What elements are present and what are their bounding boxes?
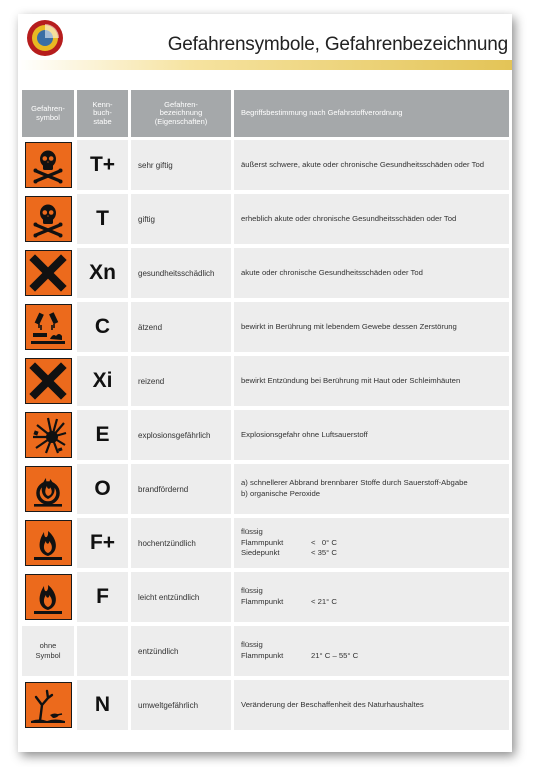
page-title: Gefahrensymbole, Gefahrenbezeichnung: [167, 34, 508, 55]
hazard-property: sehr giftig: [131, 140, 231, 190]
hazard-code: T: [77, 194, 128, 244]
hazard-symbol: [22, 356, 74, 406]
flame-over-circle-icon: [25, 466, 72, 512]
table-body: [22, 140, 509, 730]
definition-line: [241, 430, 368, 441]
definition-line: [241, 527, 337, 538]
hazard-table: [22, 90, 509, 734]
definition-line: [241, 214, 456, 225]
explosion-icon: [25, 412, 72, 458]
hazard-property: hochentzündlich: [131, 518, 231, 568]
hazard-definition: [234, 248, 509, 298]
definition-text: erheblich akute oder chronische Gesundheitsschäden oder Tod: [241, 213, 457, 223]
hazard-symbol: [22, 194, 74, 244]
definition-value: 21° C – 55° C: [311, 651, 359, 660]
definition-line: [241, 640, 358, 651]
table-row: [22, 464, 509, 514]
cross-icon: [25, 250, 72, 296]
hazard-property: brandfördernd: [131, 464, 231, 514]
header-code: Kenn- buch- stabe: [77, 90, 128, 137]
table-header: [22, 90, 509, 137]
hazard-property: giftig: [131, 194, 231, 244]
hazard-code: N: [77, 680, 128, 730]
dead-tree-icon: [25, 682, 72, 728]
definition-text: flüssig: [241, 526, 263, 536]
hazard-definition: [234, 572, 509, 622]
definition-line: [241, 160, 484, 171]
definition-text: Flammpunkt: [241, 651, 284, 660]
title-rule: [18, 60, 512, 70]
flame-icon: [25, 574, 72, 620]
hazard-property: leicht entzündlich: [131, 572, 231, 622]
definition-text: bewirkt Entzündung bei Berührung mit Haut oder Schleimhäuten: [241, 375, 461, 385]
hazard-definition: [234, 194, 509, 244]
hazard-symbol: [22, 140, 74, 190]
definition-line: [241, 548, 337, 559]
definition-text: bewirkt in Berührung mit lebendem Gewebe dessen Zerstörung: [241, 321, 457, 331]
hazard-property: reizend: [131, 356, 231, 406]
hazard-definition: [234, 680, 509, 730]
definition-text: b) organische Peroxide: [241, 489, 321, 498]
table-row: [22, 680, 509, 730]
definition-text: Flammpunkt: [241, 537, 284, 547]
definition-line: [241, 538, 337, 549]
hazard-definition: [234, 410, 509, 460]
hazard-code: F: [77, 572, 128, 622]
definition-text: a) schnellerer Abbrand brennbarer Stoffe durch Sauerstoff-Abgabe: [241, 478, 468, 488]
definition-line: [241, 586, 337, 597]
hazard-symbol: [22, 680, 74, 730]
hazard-symbol: [22, 410, 74, 460]
hazard-definition: [234, 302, 509, 352]
brand-logo-icon: [25, 18, 65, 58]
corrosion-icon: [25, 304, 72, 350]
table-row: [22, 410, 509, 460]
hazard-definition: [234, 518, 509, 568]
hazard-definition: [234, 626, 509, 676]
hazard-code: Xi: [77, 356, 128, 406]
hazard-code: T+: [77, 140, 128, 190]
table-row: [22, 356, 509, 406]
datasheet-page: [18, 14, 512, 752]
table-row: [22, 518, 509, 568]
hazard-definition: [234, 140, 509, 190]
table-row: [22, 302, 509, 352]
definition-line: [241, 651, 358, 662]
definition-text: akute oder chronische Gesundheitsschäden oder Tod: [241, 267, 423, 277]
hazard-code: F+: [77, 518, 128, 568]
table-row: [22, 626, 509, 676]
hazard-property: gesundheitsschädlich: [131, 248, 231, 298]
definition-value: < 35° C: [311, 548, 337, 558]
definition-text: flüssig: [241, 640, 263, 650]
header-symbol: Gefahren- symbol: [22, 90, 74, 137]
table-row: [22, 194, 509, 244]
definition-line: [241, 376, 460, 387]
definition-text: Siedepunkt: [241, 548, 280, 558]
hazard-code: C: [77, 302, 128, 352]
hazard-property: explosionsgefährlich: [131, 410, 231, 460]
hazard-code: E: [77, 410, 128, 460]
definition-text: äußerst schwere, akute oder chronische Gesundheitsschäden oder Tod: [241, 159, 485, 169]
hazard-symbol: [22, 464, 74, 514]
hazard-property: entzündlich: [131, 626, 231, 676]
hazard-symbol: [22, 248, 74, 298]
hazard-symbol: [22, 302, 74, 352]
hazard-property: umweltgefährlich: [131, 680, 231, 730]
header-definition: Begriffsbestimmung nach Gefahrstoffverordnung: [234, 90, 509, 137]
table-row: [22, 572, 509, 622]
definition-line: [241, 700, 424, 711]
definition-line: [241, 489, 468, 500]
cross-icon: [25, 358, 72, 404]
header-property: Gefahren- bezeichnung (Eigenschaften): [131, 90, 231, 137]
hazard-definition: [234, 356, 509, 406]
flame-icon: [25, 520, 72, 566]
definition-value: < 0° C: [311, 537, 337, 547]
skull-icon: [25, 142, 72, 188]
definition-line: [241, 322, 457, 333]
definition-text: flüssig: [241, 586, 263, 596]
table-row: [22, 248, 509, 298]
definition-text: Explosionsgefahr ohne Luftsauerstoff: [241, 429, 368, 439]
definition-text: Flammpunkt: [241, 597, 284, 606]
skull-icon: [25, 196, 72, 242]
no-symbol-label: ohne Symbol: [22, 626, 74, 676]
hazard-definition: [234, 464, 509, 514]
definition-line: [241, 268, 423, 279]
title-bar: [18, 14, 512, 72]
hazard-property: ätzend: [131, 302, 231, 352]
hazard-symbol: [22, 518, 74, 568]
definition-line: [241, 597, 337, 608]
hazard-code: Xn: [77, 248, 128, 298]
hazard-code: O: [77, 464, 128, 514]
hazard-symbol: [22, 572, 74, 622]
table-row: [22, 140, 509, 190]
definition-value: < 21° C: [311, 597, 337, 606]
definition-line: [241, 478, 468, 489]
definition-text: Veränderung der Beschaffenheit des Naturhaushaltes: [241, 699, 424, 709]
hazard-code: [77, 626, 128, 676]
